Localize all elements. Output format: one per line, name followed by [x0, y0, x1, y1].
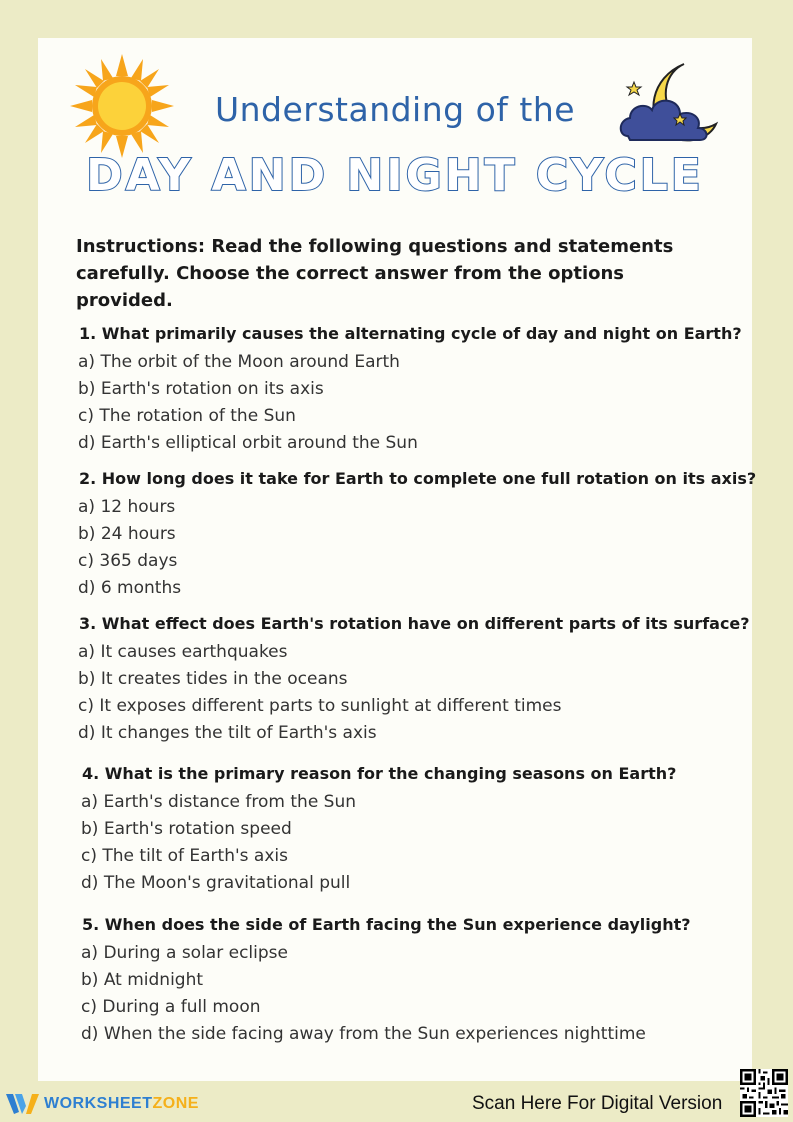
- moon-cloud-icon: [616, 58, 724, 148]
- answer-option: d) The Moon's gravitational pull: [81, 873, 351, 893]
- answer-option: d) It changes the tilt of Earth's axis: [78, 723, 377, 743]
- question-1: [78, 323, 742, 457]
- answer-option: c) The rotation of the Sun: [78, 406, 296, 426]
- logo-text-zone: ZONE: [152, 1095, 199, 1112]
- worksheet-zone-logo-icon: [6, 1092, 40, 1116]
- question-text: 1. What primarily causes the alternating cycle of day and night on Earth?: [79, 324, 742, 343]
- question-5: [81, 914, 721, 1048]
- answer-option: d) Earth's elliptical orbit around the Sun: [78, 433, 418, 453]
- answer-option: c) During a full moon: [81, 997, 261, 1017]
- answer-option: b) At midnight: [81, 970, 204, 990]
- answer-option: b) Earth's rotation speed: [81, 819, 292, 839]
- answer-option: b) Earth's rotation on its axis: [78, 379, 324, 399]
- question-text: 4. What is the primary reason for the changing seasons on Earth?: [82, 764, 677, 783]
- answer-option: a) 12 hours: [78, 497, 176, 517]
- question-text: 3. What effect does Earth's rotation have on different parts of its surface?: [79, 614, 750, 633]
- question-text: 5. When does the side of Earth facing the Sun experience daylight?: [82, 915, 691, 934]
- worksheet-zone-logo[interactable]: [6, 1092, 199, 1116]
- answer-option: d) When the side facing away from the Sun experiences nighttime: [81, 1024, 646, 1044]
- worksheet-page: [38, 38, 757, 1081]
- answer-option: c) The tilt of Earth's axis: [81, 846, 288, 866]
- answer-option: d) 6 months: [78, 578, 182, 598]
- logo-text-worksheet: WORKSHEET: [44, 1095, 153, 1112]
- answer-option: c) 365 days: [78, 551, 178, 571]
- answer-option: a) During a solar eclipse: [81, 943, 288, 963]
- question-3: [78, 613, 750, 747]
- question-text: 2. How long does it take for Earth to complete one full rotation on its axis?: [79, 469, 757, 488]
- answer-option: c) It exposes different parts to sunlight at different times: [78, 696, 562, 716]
- question-2: [78, 468, 757, 602]
- question-4: [81, 763, 721, 897]
- answer-option: b) 24 hours: [78, 524, 176, 544]
- page-title: DAY AND NIGHT CYCLE: [86, 150, 704, 201]
- scan-label: Scan Here For Digital Version: [472, 1093, 723, 1114]
- page-subtitle: Understanding of the: [214, 90, 576, 129]
- answer-option: b) It creates tides in the oceans: [78, 669, 348, 689]
- answer-option: a) Earth's distance from the Sun: [81, 792, 357, 812]
- qr-code-icon[interactable]: [740, 1069, 788, 1117]
- answer-option: a) The orbit of the Moon around Earth: [78, 352, 400, 372]
- instructions-text: Instructions: Read the following questions and statements carefully. Choose the correct answer from the options provided.: [76, 236, 674, 311]
- answer-option: a) It causes earthquakes: [78, 642, 288, 662]
